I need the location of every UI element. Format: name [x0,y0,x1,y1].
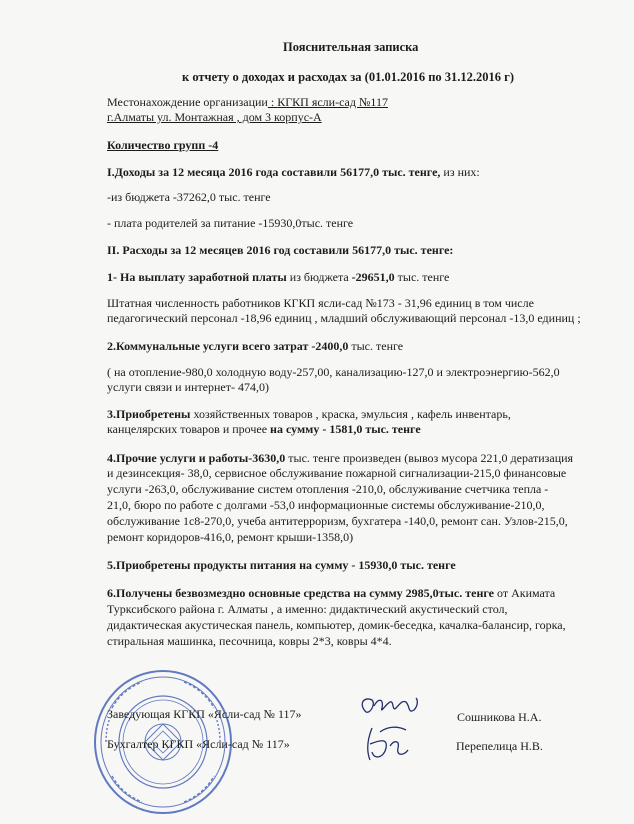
expense-item-3-label: 3.Приобретены [107,407,191,421]
location-line: Местонахождение организации : КГКП ясли-сад №117 [107,95,388,109]
expense-item-1-label: 1- На выплату заработной платы [107,270,287,284]
assets-line-4: стиральная машинка, песочница, ковры 2*3, ковры 4*4. [107,634,392,648]
address-line: г.Алматы ул. Монтажная , дом 3 корпус-А [107,110,322,124]
services-line-6: ремонт коридоров-416,0, ремонт крыши-1358,0) [107,530,354,544]
location-org: КГКП ясли-сад №117 [277,95,388,109]
services-line-3: услуги -263,0, обслуживание систем отопления -210,0, обслуживание счетчика тепла - [107,482,549,496]
expense-item-1 [107,270,449,284]
expense-item-3-sum: на сумму - 1581,0 тыс. тенге [270,422,421,436]
accountant-name: Перепелица Н.В. [456,739,543,753]
document-subtitle: к отчету о доходах и расходах за (01.01.2016 по 31.12.2016 г) [182,70,515,84]
income-parents: - плата родителей за питание -15930,0тыс. тенге [107,216,354,230]
expense-item-3-desc-2: канцелярских товаров и прочее [107,422,271,436]
expense-item-1-amount: -29651,0 [351,270,395,284]
expense-item-3 [107,407,511,421]
accountant-signature-icon [358,722,418,766]
groups-count: Количество групп -4 [107,138,219,152]
head-signature-icon [356,690,422,726]
income-heading-tail: из них: [440,165,480,179]
expense-item-4-label: 4.Прочие услуги и работы-3630,0 [107,451,286,465]
expense-item-2-unit: тыс. тенге [348,339,404,353]
expenses-heading: II. Расходы за 12 месяцев 2016 год составили 56177,0 тыс. тенге: [107,243,454,257]
expense-item-6-label: 6.Получены безвозмездно основные средства на сумму 2985,0тыс. тенге [107,586,494,600]
expense-item-3-sum-line [107,422,421,436]
expense-item-3-desc: хозяйственных товаров , краска, эмульсия , кафель инвентарь, [190,407,511,421]
assets-line-3: дидактическая акустическая панель, компьютер, домик-беседка, качалка-балансир, горка, [107,618,566,632]
expense-item-5: 5.Приобретены продукты питания на сумму - 15930,0 тыс. тенге [107,558,456,572]
expense-item-4-desc: тыс. тенге произведен (вывоз мусора 221,0 дератизация [285,451,574,465]
staff-line-2: педагогический персонал -18,96 единиц , младший обслуживающий персонал -13,0 единиц ; [107,311,581,325]
expense-item-4 [107,451,573,465]
expense-item-1-source: из бюджета [286,270,352,284]
services-line-5: обслуживание 1с8-270,0, учеба антитерроризм, бухгатера -140,0, ремонт сан. Узлов-215,0, [107,514,568,528]
utilities-line-1: ( на отопление-980,0 холодную воду-257,00, канализацию-127,0 и электроэнергию-562,0 [107,365,560,379]
head-signature-label: Заведующая КГКП «Ясли-сад № 117» [107,707,302,721]
income-budget: -из бюджета -37262,0 тыс. тенге [107,190,271,204]
expense-item-6-source: от Акимата [494,586,556,600]
expense-item-6 [107,586,555,600]
expense-item-2-label: 2.Коммунальные услуги всего затрат -2400,0 [107,339,349,353]
document-title: Пояснительная записка [283,40,419,54]
accountant-signature-label: Бухгалтер КГКП «Ясли-сад № 117» [107,737,290,751]
expense-item-1-unit: тыс. тенге [394,270,450,284]
staff-line-1: Штатная численность работников КГКП ясли-сад №173 - 31,96 единиц в том числе [107,296,534,310]
location-label: Местонахождение организации [107,95,268,109]
assets-line-2: Турксибского района г. Алматы , а именно: дидактический акустический стол, [107,602,508,616]
services-line-4: 21,0, бюро по работе с долгами -53,0 информационные системы обслуживание-210,0, [107,498,545,512]
utilities-line-2: услуги связи и интернет- 474,0) [107,380,269,394]
services-line-2: и дезинсекция- 38,0, сервисное обслуживание пожарной сигнализации-215,0 финансовые [107,466,567,480]
expense-item-2 [107,339,403,353]
income-heading [107,165,480,179]
head-name: Сошникова Н.А. [457,710,542,724]
income-heading-bold: I.Доходы за 12 месяца 2016 года составили 56177,0 тыс. тенге, [107,165,441,179]
